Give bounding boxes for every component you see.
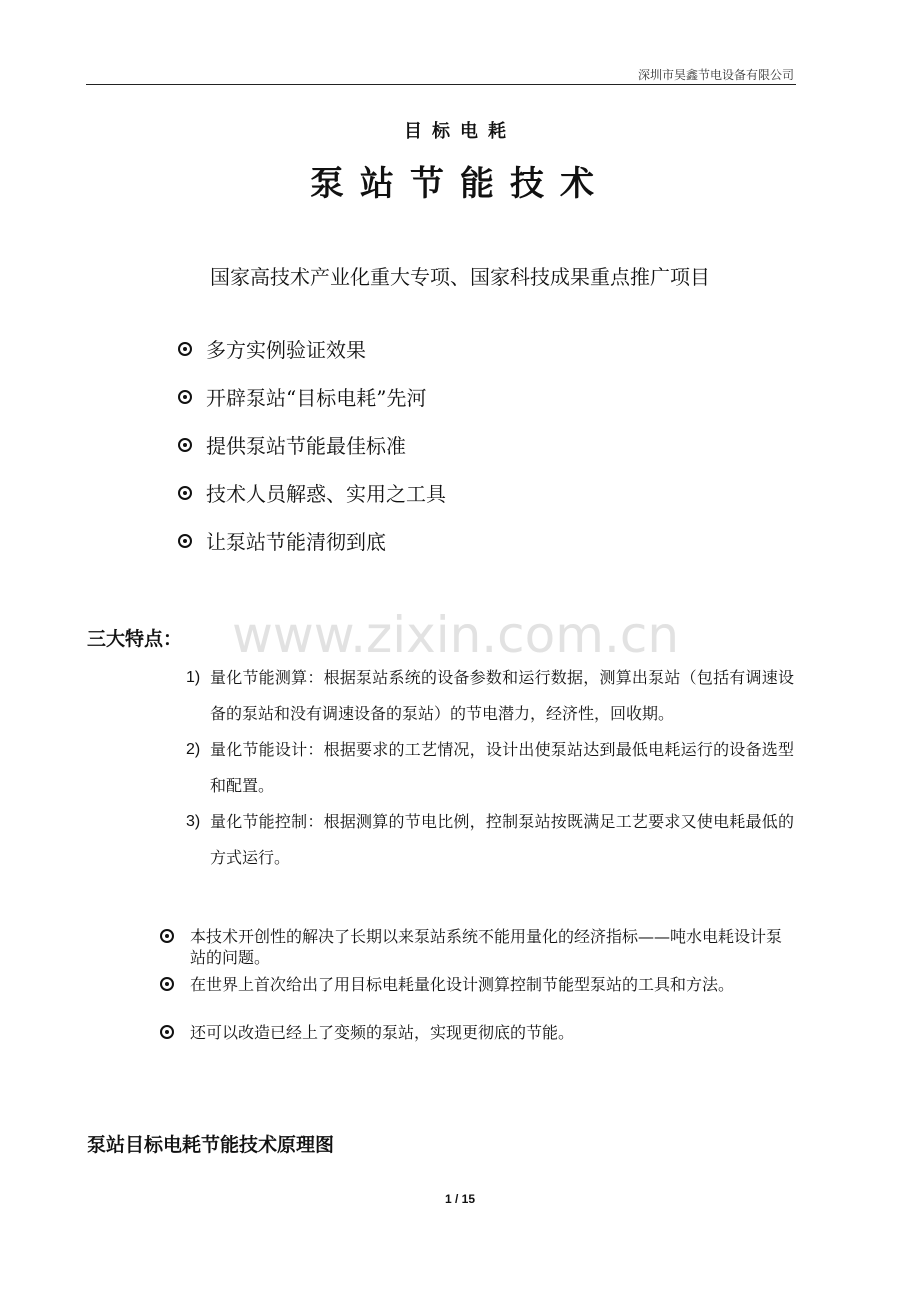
list-item [186, 804, 794, 876]
watermark: www.zixin.com.cn [232, 606, 680, 664]
subtitle: 国家高技术产业化重大专项、国家科技成果重点推广项目 [210, 265, 710, 289]
list-item [186, 732, 794, 804]
feature-item [178, 478, 446, 507]
circled-dot-icon [178, 486, 192, 500]
feature-text: 技术人员解惑、实用之工具 [206, 482, 446, 506]
note-text: 在世界上首次给出了用目标电耗量化设计测算控制节能型泵站的工具和方法。 [190, 975, 735, 994]
feature-item [178, 430, 406, 459]
note-text: 还可以改造已经上了变频的泵站，实现更彻底的节能。 [190, 1023, 575, 1042]
note-item [160, 1022, 796, 1043]
item-text: 量化节能控制：根据测算的节电比例，控制泵站按既满足工艺要求又使电耗最低的方式运行。 [210, 812, 794, 867]
header-divider [86, 84, 796, 85]
item-text: 量化节能测算：根据泵站系统的设备参数和运行数据，测算出泵站（包括有调速设备的泵站和没有调速设备的泵站）的节电潜力，经济性，回收期。 [210, 668, 794, 723]
item-number: 3) [186, 813, 201, 830]
feature-text: 提供泵站节能最佳标准 [206, 434, 406, 458]
item-text: 量化节能设计：根据要求的工艺情况，设计出使泵站达到最低电耗运行的设备选型和配置。 [210, 740, 794, 795]
list-item [186, 660, 794, 732]
circled-dot-icon [178, 342, 192, 356]
circled-dot-icon [178, 534, 192, 548]
note-item [160, 974, 796, 995]
feature-item [178, 334, 366, 363]
page-number: 1 / 15 [444, 1192, 476, 1206]
note-text: 本技术开创性的解决了长期以来泵站系统不能用量化的经济指标——吨水电耗设计泵站的问题。 [190, 927, 783, 967]
supertitle: 目标电耗 [404, 121, 516, 142]
feature-text: 多方实例验证效果 [206, 338, 366, 362]
section-heading-diagram: 泵站目标电耗节能技术原理图 [87, 1134, 335, 1156]
feature-item [178, 526, 386, 555]
page-title: 泵站节能技术 [310, 164, 610, 204]
section-heading-features: 三大特点： [87, 628, 183, 650]
circled-dot-icon [178, 438, 192, 452]
note-item [160, 926, 796, 968]
feature-text: 开辟泵站“目标电耗”先河 [206, 386, 427, 410]
feature-text: 让泵站节能清彻到底 [206, 530, 386, 554]
circled-dot-icon [160, 977, 174, 991]
item-number: 1) [186, 669, 201, 686]
circled-dot-icon [178, 390, 192, 404]
header-company: 深圳市昊鑫节电设备有限公司 [637, 68, 794, 82]
circled-dot-icon [160, 1025, 174, 1039]
circled-dot-icon [160, 929, 174, 943]
feature-item [178, 382, 426, 411]
item-number: 2) [186, 741, 201, 758]
